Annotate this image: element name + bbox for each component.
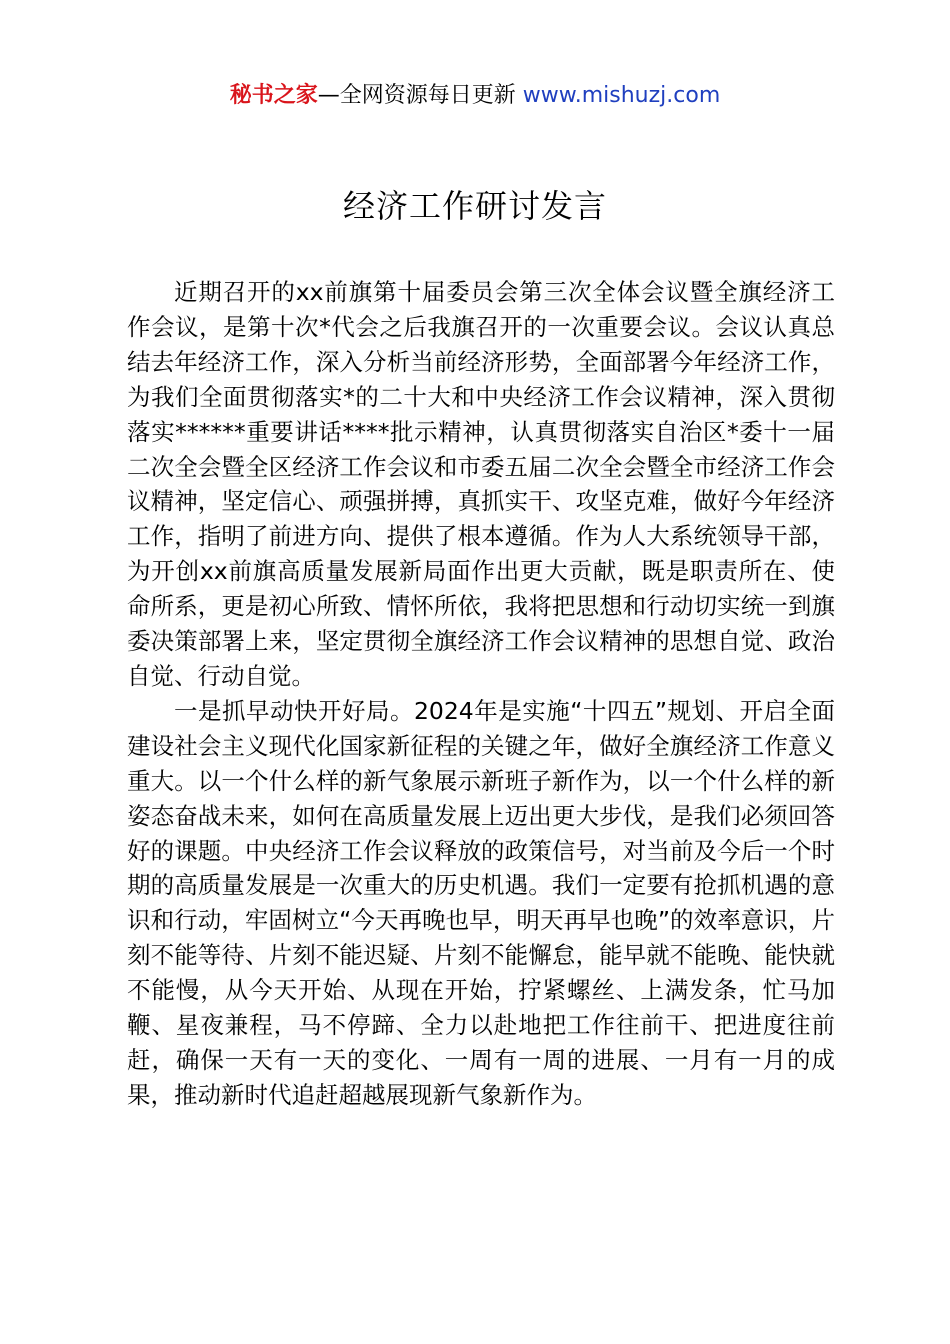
site-slogan: —全网资源每日更新 <box>317 83 523 108</box>
site-url[interactable]: www.mishuzj.com <box>522 83 721 108</box>
document-body <box>127 275 835 1113</box>
paragraph-point-one: 一是抓早动快开好局。2024年是实施“十四五”规划、开启全面建设社会主义现代化国家新征程的关键之年，做好全旗经济工作意义重大。以一个什么样的新气象展示新班子新作为，以一个什么样的新姿态奋战未来，如何在高质量发展上迈出更大步伐，是我们必须回答好的课题。中央经济工作会议释放的政策信号，对当前及今后一个时期的高质量发展是一次重大的历史机遇。我们一定要有抢抓机遇的意识和行动，牢固树立“今天再晚也早，明天再早也晚”的效率意识，片刻不能等待、片刻不能迟疑、片刻不能懈怠，能早就不能晚、能快就不能慢，从今天开始、从现在开始，拧紧螺丝、上满发条，忙马加鞭、星夜兼程，马不停蹄、全力以赴地把工作往前干、把进度往前赶，确保一天有一天的变化、一周有一周的进展、一月有一月的成果，推动新时代追赶超越展现新气象新作为。 <box>127 696 835 1109</box>
paragraph-intro: 近期召开的xx前旗第十届委员会第三次全体会议暨全旗经济工作会议，是第十次*代会之后我旗召开的一次重要会议。会议认真总结去年经济工作，深入分析当前经济形势，全面部署今年经济工作，为我们全面贯彻落实*的二十大和中央经济工作会议精神，深入贯彻落实******重要讲话****批示精神，认真贯彻落实自治区*委十一届二次全会暨全区经济工作会议和市委五届二次全会暨全市经济工作会议精神，坚定信心、顽强拼搏，真抓实干、攻坚克难，做好今年经济工作，指明了前进方向、提供了根本遵循。作为人大系统领导干部，为开创xx前旗高质量发展新局面作出更大贡献，既是职责所在、使命所系，更是初心所致、情怀所依，我将把思想和行动切实统一到旗委决策部署上来，坚定贯彻全旗经济工作会议精神的思想自觉、政治自觉、行动自觉。 <box>127 278 835 690</box>
document-title: 经济工作研讨发言 <box>342 187 607 225</box>
site-header <box>0 80 950 112</box>
site-brand: 秘书之家 <box>229 83 318 108</box>
